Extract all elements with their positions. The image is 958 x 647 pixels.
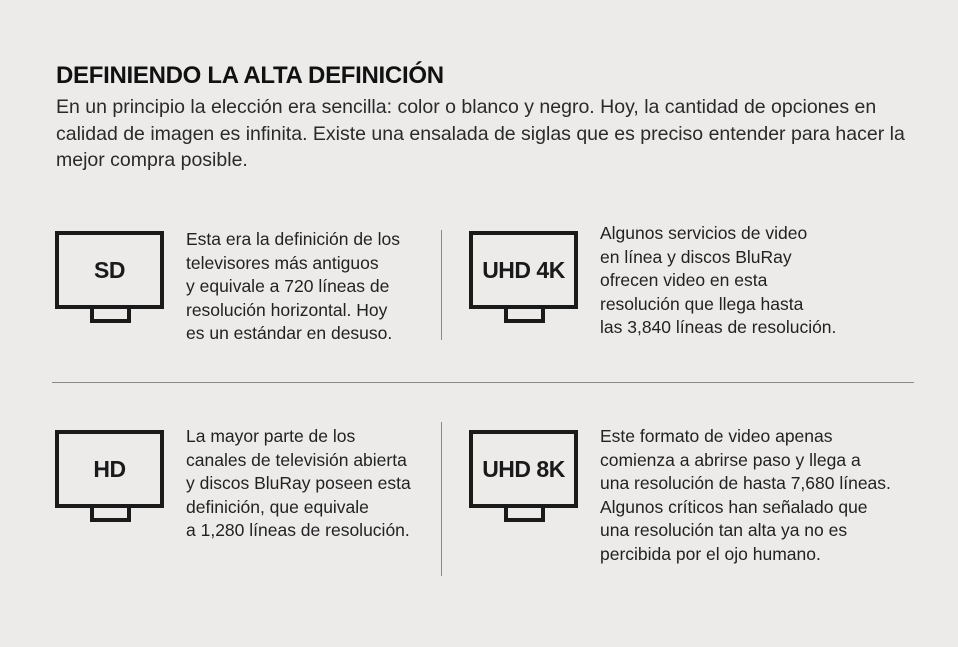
format-description-hd (186, 425, 411, 543)
description-line: una resolución tan alta ya no es (600, 520, 848, 540)
format-description-uhd-4k (600, 222, 836, 340)
description-line: es un estándar en desuso. (186, 323, 393, 343)
description-line: Algunos críticos han señalado que (600, 496, 868, 517)
description-line: Algunos servicios de video (600, 223, 808, 243)
tv-screen (55, 430, 164, 508)
tv-icon-sd (55, 231, 167, 326)
tv-screen (469, 231, 578, 309)
description-line: a 1,280 líneas de resolución. (186, 520, 410, 540)
page-title: DEFINIENDO LA ALTA DEFINICIÓN (56, 62, 444, 89)
description-line: resolución que llega hasta (600, 293, 804, 314)
tv-stand-icon (90, 508, 131, 522)
tv-stand-icon (90, 309, 131, 323)
description-line: comienza a abrirse paso y llega a (600, 449, 861, 470)
description-line: en línea y discos BluRay (600, 246, 792, 267)
description-line: La mayor parte de los (186, 426, 356, 446)
tv-stand-icon (504, 309, 545, 323)
tv-stand-icon (504, 508, 545, 522)
format-label-uhd-8k: UHD 8K (482, 455, 565, 482)
description-line: y discos BluRay poseen esta (186, 473, 411, 493)
description-line: percibida por el ojo humano. (600, 543, 821, 564)
tv-icon-hd (55, 430, 167, 525)
row-divider (52, 382, 914, 383)
description-line: Este formato de video apenas (600, 426, 833, 446)
tv-screen (55, 231, 164, 309)
description-line: canales de televisión abierta (186, 449, 407, 470)
description-line: las 3,840 líneas de resolución. (600, 317, 837, 337)
tv-icon-uhd-4k (469, 231, 581, 326)
description-line: Esta era la definición de los (186, 229, 401, 249)
column-divider (441, 422, 442, 576)
format-label-sd: SD (94, 256, 125, 283)
format-label-hd: HD (93, 455, 126, 482)
format-label-uhd-4k: UHD 4K (482, 256, 565, 283)
intro-paragraph: En un principio la elección era sencilla: color o blanco y negro. Hoy, la cantidad de opciones en calidad de imagen es infinita. Existe una ensalada de siglas que es preciso entender para hacer la mejor compra posible. (56, 96, 905, 171)
description-line: definición, que equivale (186, 496, 369, 517)
description-line: resolución horizontal. Hoy (186, 299, 388, 320)
description-line: ofrecen video en esta (600, 270, 768, 290)
tv-screen (469, 430, 578, 508)
column-divider (441, 230, 442, 340)
description-line: una resolución de hasta 7,680 líneas. (600, 473, 891, 493)
tv-icon-uhd-8k (469, 430, 581, 525)
description-line: y equivale a 720 líneas de (186, 276, 390, 296)
description-line: televisores más antiguos (186, 252, 379, 273)
format-description-sd (186, 228, 400, 346)
format-description-uhd-8k (600, 425, 891, 566)
